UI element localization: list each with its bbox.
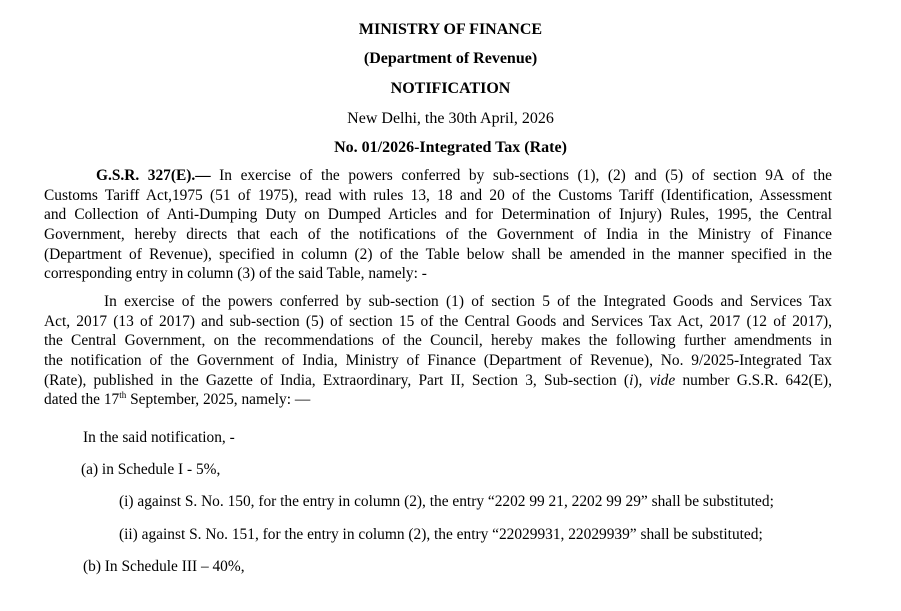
schedule-i-entry-150: (i) against S. No. 150, for the entry in column (2), the entry “2202 99 21, 2202 99 29” shall be substituted; [119, 493, 774, 510]
schedule-iii-item: (b) In Schedule III – 40%, [83, 558, 245, 575]
notification-heading: NOTIFICATION [390, 80, 511, 97]
notification-number: No. 01/2026-Integrated Tax (Rate) [334, 139, 567, 156]
place-date-line: New Delhi, the 30th April, 2026 [347, 110, 554, 127]
gsr-number: G.S.R. 327(E).— [96, 167, 211, 184]
schedule-i-entry-151: (ii) against S. No. 151, for the entry in column (2), the entry “22029931, 22029939” shall be substituted; [119, 526, 763, 543]
paragraph-line: (Department of Revenue), specified in column (2) of the Table below shall be amended in the manner specified in the [44, 245, 832, 263]
schedule-i-item: (a) in Schedule I - 5%, [81, 461, 221, 478]
paragraph-line: G.S.R. 327(E).— In exercise of the powers conferred by sub-sections (1), (2) and (5) of section 9A of the [96, 167, 832, 184]
paragraph-line: In exercise of the powers conferred by sub-section (1) of section 5 of the Integrated Goods and Services Tax [104, 293, 832, 310]
paragraph-line: corresponding entry in column (3) of the said Table, namely: - [44, 265, 427, 283]
paragraph-line: Government, hereby directs that each of the notifications of the Government of India in the Ministry of Finance [44, 226, 832, 244]
paragraph-line: (Rate), published in the Gazette of India, Extraordinary, Part II, Section 3, Sub-section (i), vide number G.S.R. 642(E), [44, 371, 833, 389]
department-heading: (Department of Revenue) [363, 50, 538, 67]
ministry-heading: MINISTRY OF FINANCE [358, 21, 543, 38]
intro-line: In the said notification, - [83, 429, 235, 446]
gsr-paragraph [44, 166, 832, 284]
paragraph-line: the notification of the Government of India, Ministry of Finance (Department of Revenue), No. 9/2025-Integrated Tax [44, 352, 832, 370]
paragraph-line: Customs Tariff Act,1975 (51 of 1975), read with rules 13, 18 and 20 of the Customs Tariff (Identification, Assessment [44, 186, 832, 204]
paragraph-line: the Central Government, on the recommendations of the Council, hereby makes the following further amendments in [44, 332, 832, 350]
amendment-paragraph [44, 292, 832, 410]
paragraph-line: dated the 17th September, 2025, namely: — [44, 390, 311, 409]
paragraph-line: and Collection of Anti-Dumping Duty on Dumped Articles and for Determination of Injury) Rules, 1995, the Central [44, 206, 832, 224]
paragraph-line: Act, 2017 (13 of 2017) and sub-section (5) of section 15 of the Central Goods and Services Tax Act, 2017 (12 of 2017), [44, 312, 832, 330]
